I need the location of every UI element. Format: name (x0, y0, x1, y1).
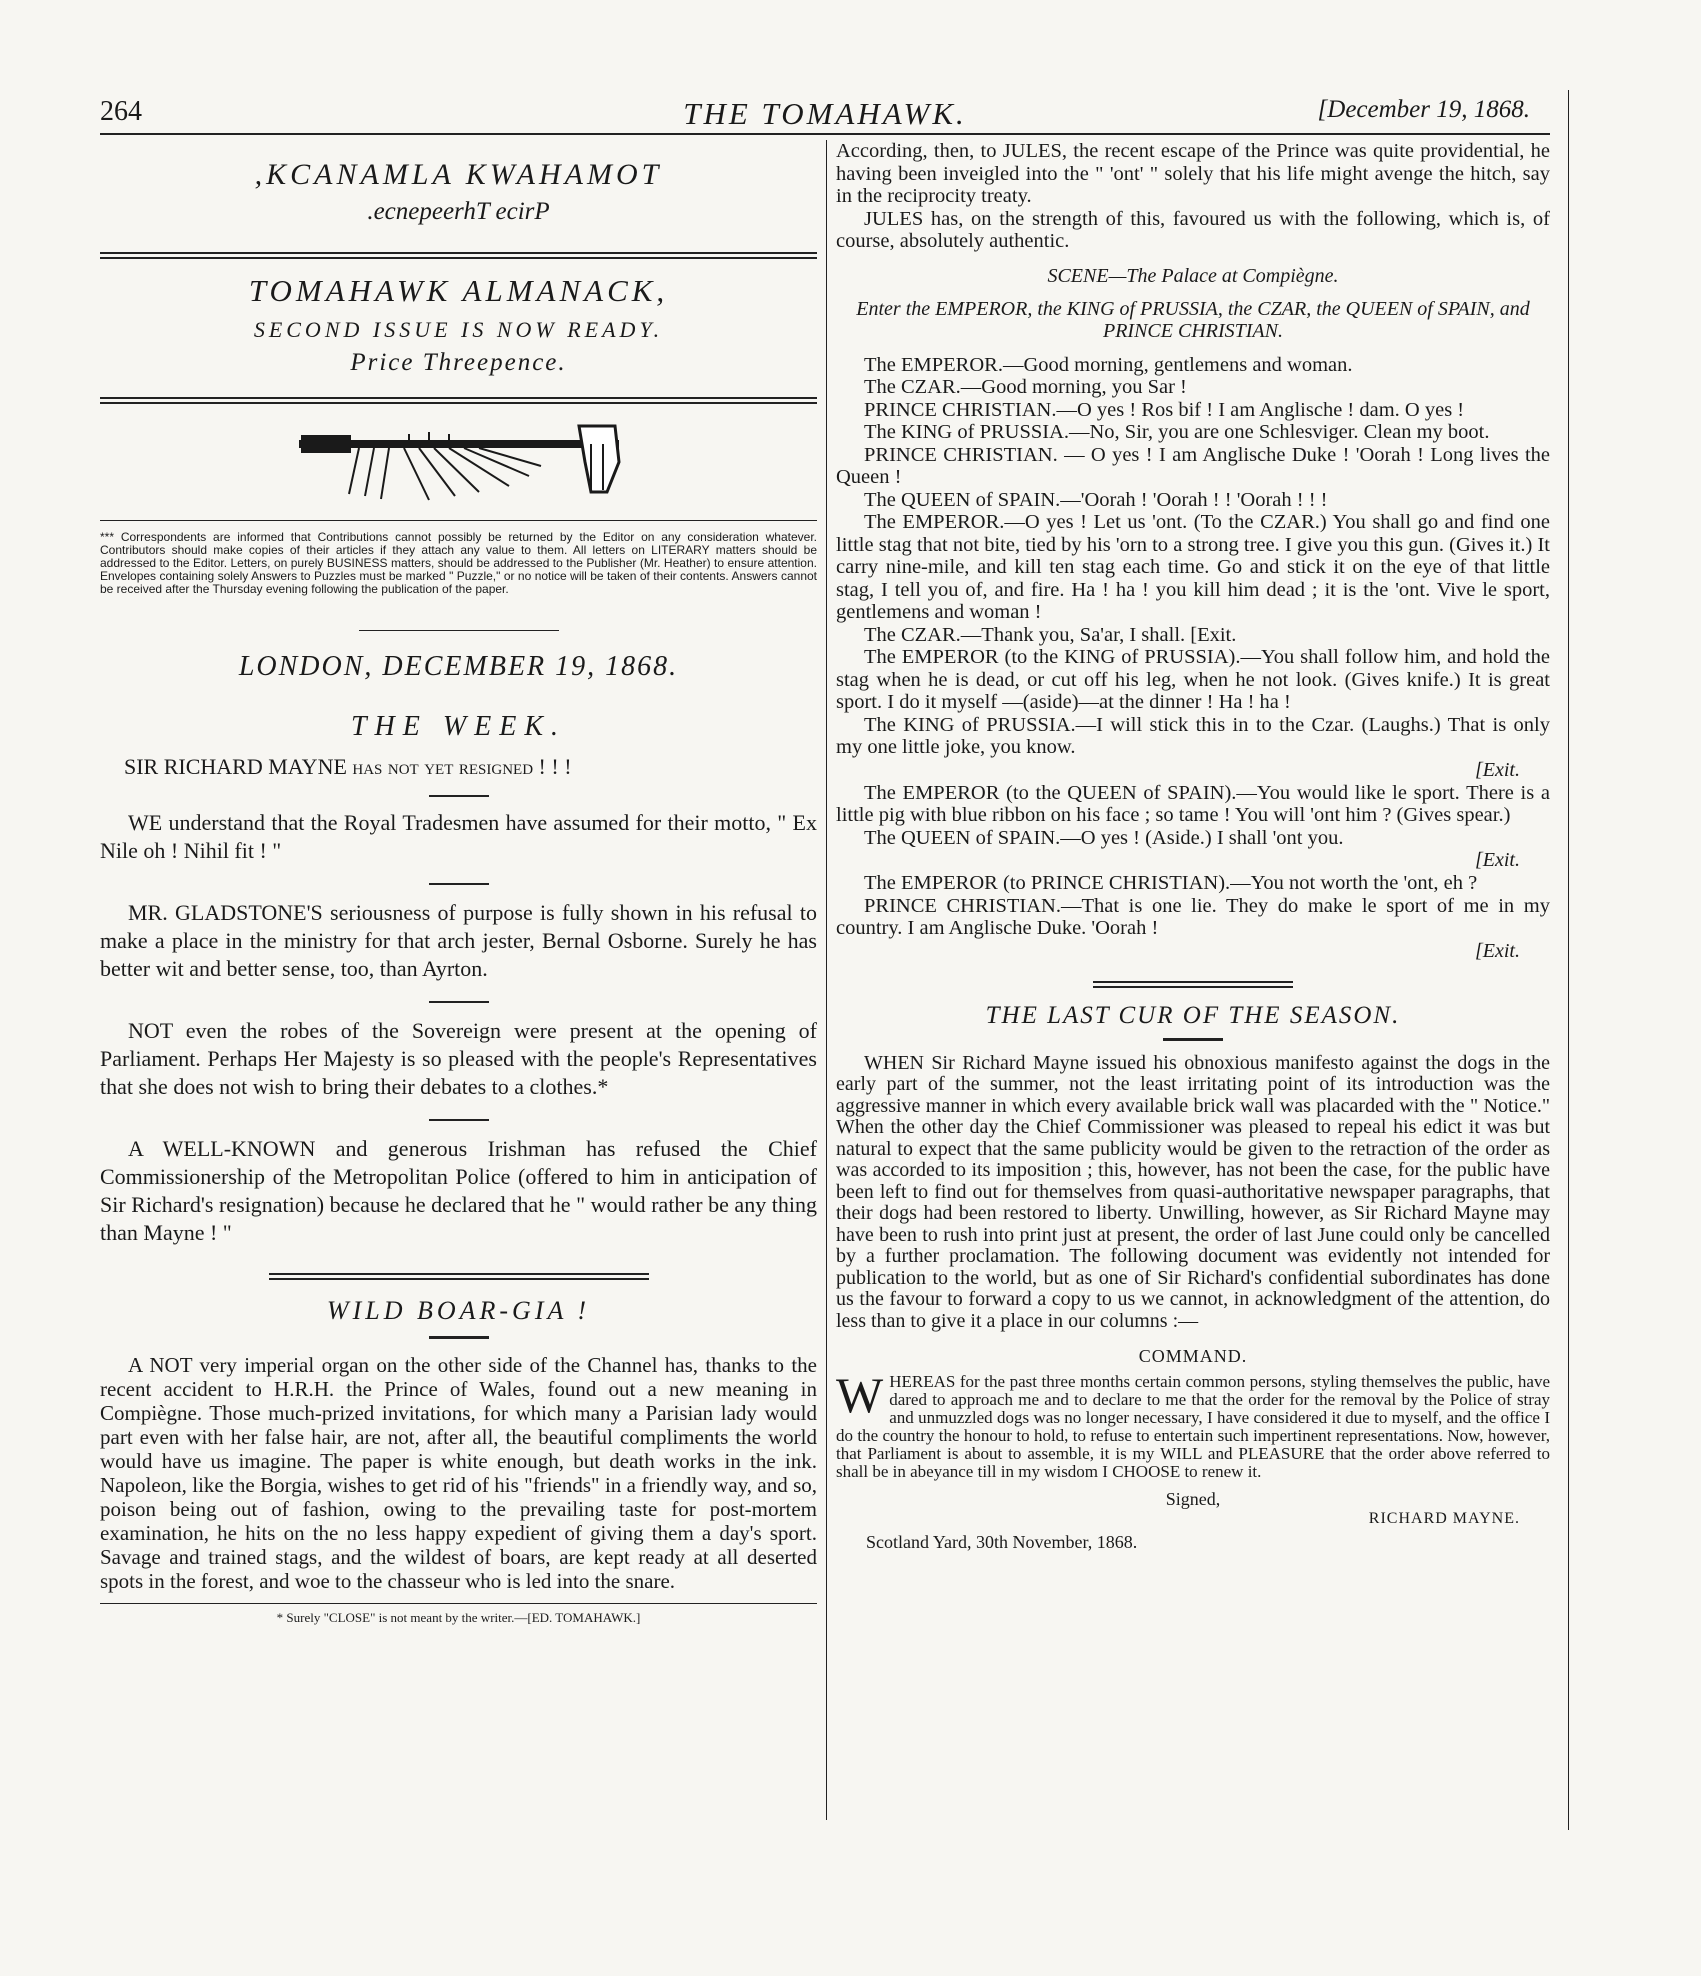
exit-direction: [Exit. (1475, 939, 1520, 962)
second-issue-notice: SECOND ISSUE IS NOW READY. (253, 317, 664, 342)
week-item: A WELL-KNOWN and generous Irishman has refused the Chief Commissionership of the Metropolitan Police (offered to him in anticipation of Sir Richard's resignation) because he declared that he " would rather be any thing than Mayne ! " (100, 1136, 817, 1245)
dialogue-line: The KING of PRUSSIA.—I will stick this in to the Czar. (Laughs.) That is only my one little joke, you know. (836, 713, 1550, 758)
dialogue-line: The EMPEROR.—Good morning, gentlemens and woman. (864, 353, 1353, 376)
stage-direction: Enter the EMPEROR, the KING of PRUSSIA, the CZAR, the QUEEN of SPAIN, and PRINCE CHRISTIAN. (856, 297, 1530, 342)
item-divider (429, 1119, 489, 1121)
header-rule (100, 133, 1550, 135)
correspondents-notice: *** Correspondents are informed that Contributions cannot possibly be returned by the Editor on any consideration whatever. Contributors should make copies of their articles if they attach any value to them. All letters on LITERARY matters should be addressed to the Editor. Letters, on purely BUSINESS matters, should be addressed to the Publisher (Mr. Heather) to ensure attention. Envelopes containing solely Answers to Puzzles must be marked " Puzzle," or no notice will be taken of their contents. Answers cannot be received after the Thursday evening following the publication of the paper. (100, 530, 817, 596)
dateline-rule (359, 630, 559, 631)
dialogue-line: The KING of PRUSSIA.—No, Sir, you are one Schlesviger. Clean my boot. (864, 421, 1490, 443)
drop-cap: W (836, 1367, 884, 1423)
section-rule (1093, 981, 1293, 988)
dialogue-line: PRINCE CHRISTIAN.—O yes ! Ros bif ! I am Anglische ! dam. O yes ! (864, 398, 1465, 421)
footnote-rule (100, 1603, 817, 1604)
footnote: * Surely "CLOSE" is not meant by the writer.—[ED. TOMAHAWK.] (276, 1610, 641, 1625)
dialogue-line: The EMPEROR.—O yes ! Let us 'ont. (To the CZAR.) You shall go and find one little stag that not bite, tied by his 'orn to a strong tree. I give you this gun. (Gives it.) It carry nine-mile, and kill ten stag each time. Go and stick it on the eye of that little stag, I tell you of, and fire. Ha ! ha ! you kill him dead ; it is the 'ont. Vive le sport, gentlemens and woman ! (836, 511, 1550, 623)
dialogue (836, 354, 1550, 963)
right-page-edge (1568, 90, 1569, 1830)
almanack-price: Price Threepence. (350, 349, 567, 376)
command-heading: COMMAND. (1138, 1346, 1248, 1366)
column-divider (826, 140, 827, 1820)
scene-heading: SCENE—The Palace at Compiègne. (1047, 264, 1339, 287)
page-header (100, 96, 1550, 131)
exit-direction: [Exit. (1475, 849, 1520, 871)
page-number: 264 (100, 96, 142, 127)
dialogue-line: The CZAR.—Good morning, you Sar ! (864, 376, 1187, 398)
place-date: Scotland Yard, 30th November, 1868. (866, 1532, 1138, 1552)
heading-underline (1163, 1038, 1223, 1041)
item-divider (429, 883, 489, 885)
week-item: NOT even the robes of the Sovereign were present at the opening of Parliament. Perhaps Her Majesty is so pleased with the people's Representatives that she does not wish to bring their debates to a clothes.* (100, 1018, 817, 1099)
signature: RICHARD MAYNE. (1368, 1510, 1520, 1527)
dialogue-line: The QUEEN of SPAIN.—O yes ! (Aside.) I shall 'ont you. (864, 826, 1344, 849)
tomahawk-illustration (279, 404, 639, 514)
intro-paragraph: According, then, to JULES, the recent escape of the Prince was quite providential, he having been inveigled into the " 'ont' " solely that his life might avenge the hitch, say in the reciprocity treaty. (836, 140, 1550, 207)
dialogue-line: The EMPEROR (to PRINCE CHRISTIAN).—You not worth the 'ont, eh ? (864, 872, 1478, 894)
masthead-title: THE TOMAHAWK. (683, 96, 967, 131)
almanack-title: TOMAHAWK ALMANACK, (248, 273, 669, 308)
boar-article: A NOT very imperial organ on the other side of the Channel has, thanks to the recent accident to H.R.H. the Prince of Wales, found out a new meaning in Compiègne. Those much-prized invitations, for which many a Parisian lady would part even with her false hair, are not, after all, the beautiful compliments the world would have us imagine. The paper is white enough, but death works in the ink. Napoleon, like the Borgia, wishes to get rid of his "friends" in a friendly way, and so, poison being out of fashion, owing to the prevailing taste for post-mortem examination, he hits on the no less happy expedient of giving them a day's sport. Savage and trained stags, and the wildest of boars, are kept ready at all deserted spots in the forest, and woe to the chasseur who is led into the snare. (100, 1353, 817, 1593)
boar-heading: WILD BOAR-GIA ! (326, 1296, 591, 1325)
signed-label: Signed, (1165, 1489, 1221, 1509)
week-item: MR. GLADSTONE'S seriousness of purpose is fully shown in his refusal to make a place in the ministry for that arch jester, Bernal Osborne. Surely he has better wit and better sense, too, than Ayrton. (100, 900, 817, 981)
advert-rule-top (100, 252, 817, 259)
item-divider (429, 795, 489, 797)
reversed-price: .ecnepeerhT ecirP (367, 198, 550, 225)
week-heading: THE WEEK. (350, 711, 567, 742)
cur-heading: THE LAST CUR OF THE SEASON. (985, 1001, 1401, 1029)
reversed-title: ,KCANAMLA KWAHAMOT (254, 158, 663, 191)
week-item: WE understand that the Royal Tradesmen have assumed for their motto, " Ex Nile oh ! Nihil fit ! " (100, 810, 817, 863)
dialogue-line: PRINCE CHRISTIAN. — O yes ! I am Anglische Duke ! 'Oorah ! Long lives the Queen ! (836, 443, 1550, 488)
command-text (836, 1367, 1550, 1481)
right-column (836, 140, 1550, 1553)
week-item: SIR RICHARD MAYNE has not yet resigned ! ! ! (124, 754, 572, 779)
exit-direction: [Exit. (1475, 758, 1520, 781)
advert-rule-bottom (100, 397, 817, 404)
dialogue-line: The QUEEN of SPAIN.—'Oorah ! 'Oorah ! ! 'Oorah ! ! ! (864, 488, 1328, 511)
dateline: LONDON, DECEMBER 19, 1868. (238, 651, 679, 682)
dialogue-line: PRINCE CHRISTIAN.—That is one lie. They do make le sport of me in my country. I am Anglische Duke. 'Oorah ! (836, 894, 1550, 939)
issue-date: [December 19, 1868. (1317, 96, 1530, 123)
notice-rule (100, 520, 817, 521)
section-rule (269, 1273, 649, 1280)
command-body: HEREAS for the past three months certain common persons, styling themselves the public, have dared to approach me and to declare to me that the order for the removal by the Police of stray and unmuzzled dogs was no longer necessary, I have considered it due to myself, and the office I do the country the honour to hold, to refuse to entertain such impertinent representations. Now, however, that Parliament is about to assemble, it is my WILL and PLEASURE that the order above referred to shall be in abeyance till in my wisdom I CHOOSE to renew it. (836, 1372, 1550, 1481)
dialogue-line: The EMPEROR (to the KING of PRUSSIA).—You shall follow him, and hold the stag when he is dead, or cut off his leg, when he not look. (Gives knife.) It is great sport. I do it myself —(aside)—at the dinner ! Ha ! ha ! (836, 646, 1550, 713)
intro-paragraph: JULES has, on the strength of this, favoured us with the following, which is, of course, absolutely authentic. (836, 207, 1550, 252)
dialogue-line: The EMPEROR (to the QUEEN of SPAIN).—You would like le sport. There is a little pig with blue ribbon on his face ; so tame ! You will 'ont him ? (Gives spear.) (836, 781, 1550, 826)
cur-article: WHEN Sir Richard Mayne issued his obnoxious manifesto against the dogs in the early part of the summer, not the least irritating point of its introduction was the aggressive manner in which every available brick wall was placarded with the " Notice." When the other day the Chief Commissioner was pleased to repeal his edict it was but natural to expect that the same publicity would be given to the retraction of the order as was accorded to its imposition ; this, however, has not been the case, for the public have been left to find out for themselves from quasi-authoritative newspaper paragraphs, that their dogs had been restored to liberty. Unwilling, however, as Sir Richard Mayne may have been to rush into print just at present, the order of last June could only be cancelled by a further proclamation. The following document was evidently not intended for publication to the world, but as one of Sir Richard's confidential subordinates has done us the favour to forward a copy to us we cannot, in acknowledgment of the attention, do less than to give it a place in our columns :— (836, 1051, 1550, 1332)
heading-underline (429, 1336, 489, 1339)
left-column (100, 140, 817, 1626)
item-divider (429, 1001, 489, 1003)
dialogue-line: The CZAR.—Thank you, Sa'ar, I shall. [Exit. (864, 623, 1237, 646)
